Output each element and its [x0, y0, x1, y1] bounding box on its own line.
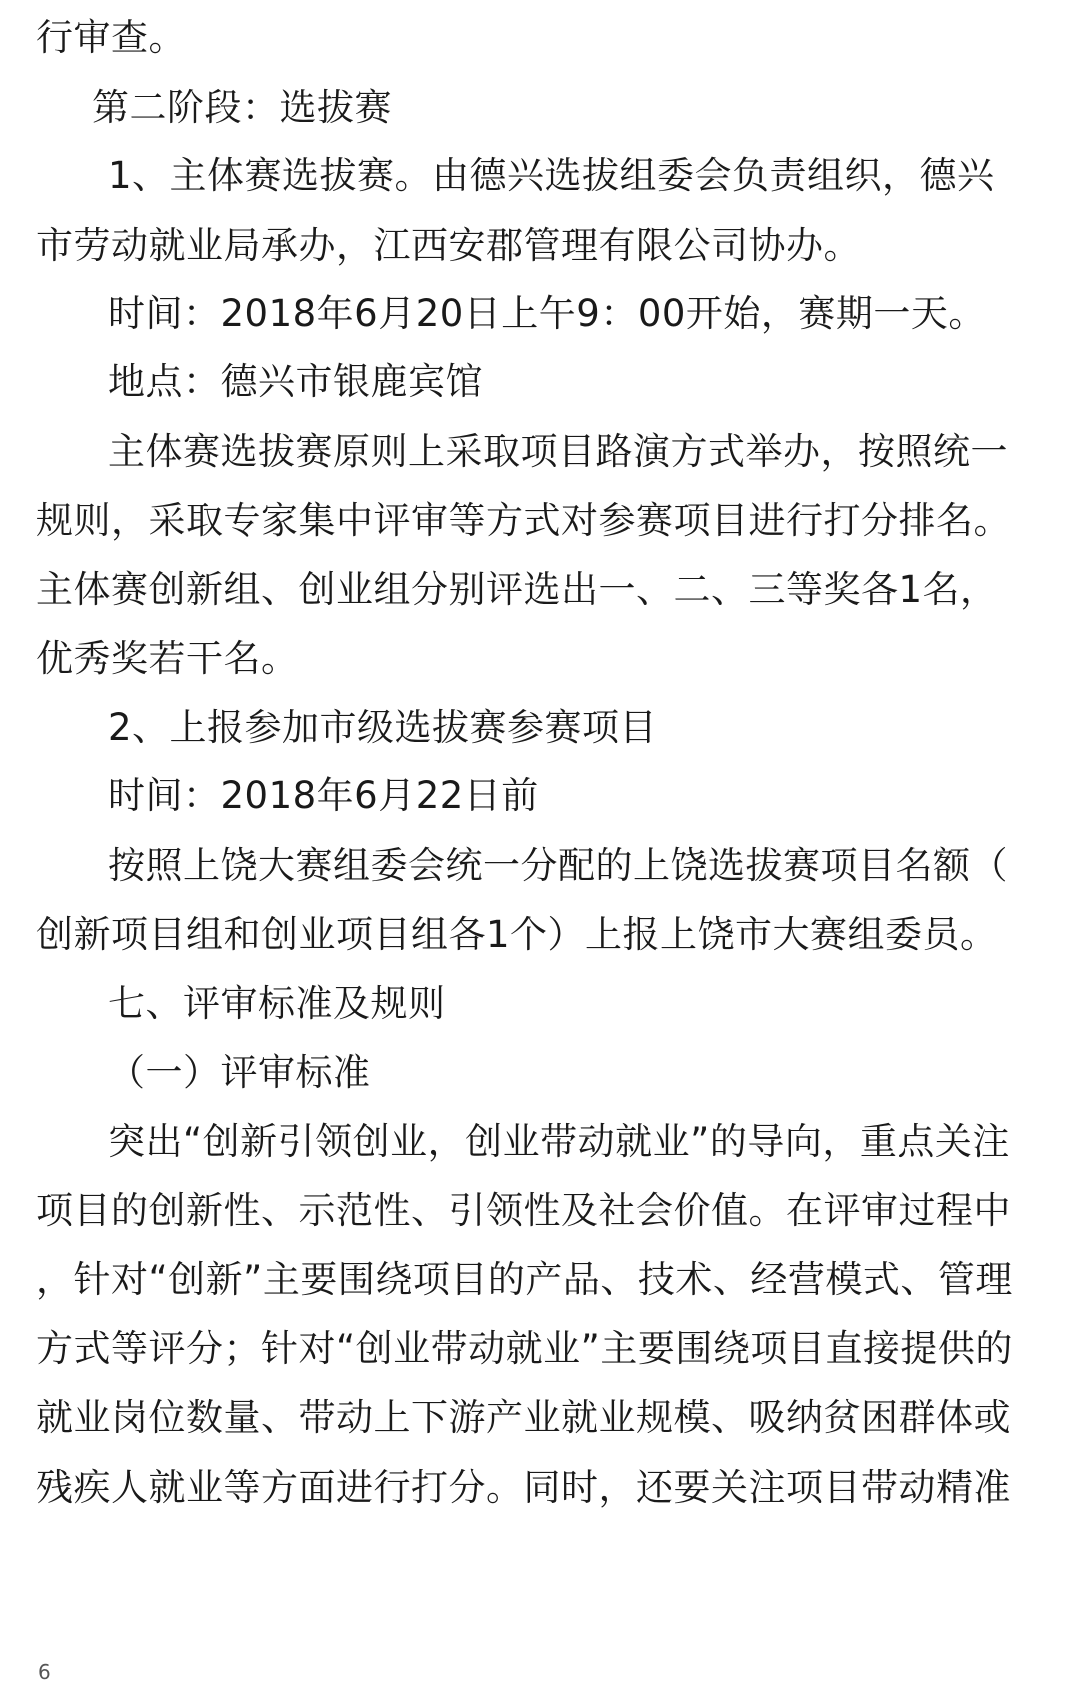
text-line: 创新项目组和创业项目组各1个）上报上饶市大赛组委员。: [36, 913, 998, 956]
text-line: 行审查。: [36, 16, 186, 59]
text-line: 残疾人就业等方面进行打分。同时，还要关注项目带动精准: [36, 1466, 1011, 1509]
text-line: ，针对“创新”主要围绕项目的产品、技术、经营模式、管理: [36, 1258, 1013, 1301]
text-line: 主体赛选拔赛原则上采取项目路演方式举办，按照统一: [108, 430, 1008, 473]
text-line: 规则，采取专家集中评审等方式对参赛项目进行打分排名。: [36, 499, 1011, 542]
text-line: 主体赛创新组、创业组分别评选出一、二、三等奖各1名，: [36, 568, 998, 611]
text-line: 时间：2018年6月20日上午9：00开始，赛期一天。: [108, 292, 986, 335]
text-line: 优秀奖若干名。: [36, 637, 299, 680]
text-line: 2、上报参加市级选拔赛参赛项目: [108, 706, 658, 749]
text-line: 突出“创新引领创业，创业带动就业”的导向，重点关注: [108, 1120, 1010, 1163]
text-line: 时间：2018年6月22日前: [108, 774, 539, 817]
text-line: 就业岗位数量、带动上下游产业就业规模、吸纳贫困群体或: [36, 1396, 1011, 1439]
text-line: 地点：德兴市银鹿宾馆: [108, 360, 483, 403]
text-line: 项目的创新性、示范性、引领性及社会价值。在评审过程中: [36, 1189, 1011, 1232]
text-line: 市劳动就业局承办，江西安郡管理有限公司协办。: [36, 224, 861, 267]
text-line: （一）评审标准: [108, 1051, 371, 1094]
text-line: 方式等评分；针对“创业带动就业”主要围绕项目直接提供的: [36, 1327, 1013, 1370]
text-line: 第二阶段：选拔赛: [92, 86, 392, 129]
text-line: 1、主体赛选拔赛。由德兴选拔组委会负责组织，德兴: [108, 154, 995, 197]
page-number: 6: [38, 1660, 51, 1684]
text-line: 七、评审标准及规则: [108, 982, 446, 1025]
text-line: 按照上饶大赛组委会统一分配的上饶选拔赛项目名额（: [108, 844, 1008, 887]
